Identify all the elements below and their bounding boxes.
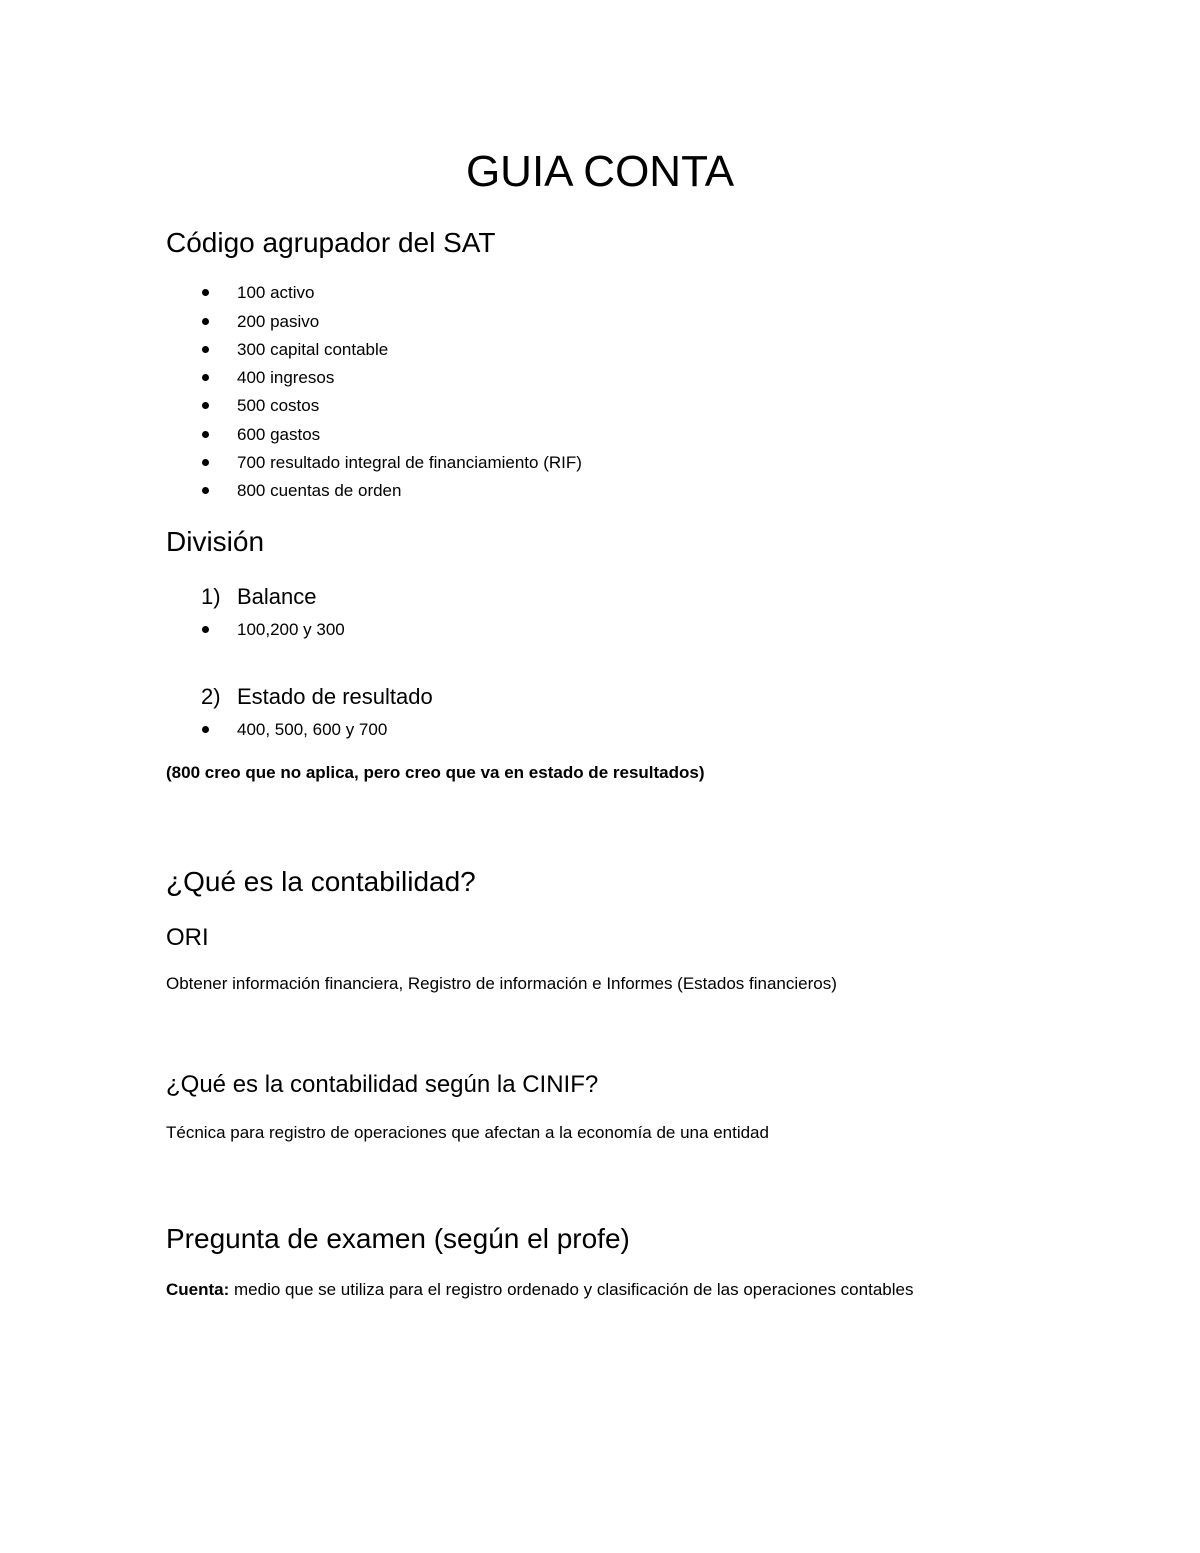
list-item: 800 cuentas de orden xyxy=(237,481,402,500)
list-item: 100,200 y 300 xyxy=(237,620,345,639)
list-item: 600 gastos xyxy=(237,425,321,444)
section-heading-division: División xyxy=(166,526,265,557)
bullet-icon xyxy=(202,346,209,353)
section-heading-que-es: ¿Qué es la contabilidad? xyxy=(166,866,476,897)
bullet-icon xyxy=(202,289,209,296)
subheading-balance: Balance xyxy=(237,584,317,609)
list-item: 700 resultado integral de financiamiento (RIF) xyxy=(237,453,582,472)
section-heading-examen: Pregunta de examen (según el profe) xyxy=(166,1223,630,1254)
subheading-estado: Estado de resultado xyxy=(237,684,433,709)
bullet-icon xyxy=(202,459,209,466)
definition-text: medio que se utiliza para el registro ordenado y clasificación de las operaciones contables xyxy=(229,1280,914,1299)
que-es-text: Obtener información financiera, Registro de información e Informes (Estados financieros) xyxy=(166,974,837,993)
term-cuenta: Cuenta: xyxy=(166,1280,230,1299)
list-item: 200 pasivo xyxy=(237,312,320,331)
subheading-ori: ORI xyxy=(166,924,209,951)
examen-definition xyxy=(166,1281,913,1298)
bullet-icon xyxy=(202,726,209,733)
division-note: (800 creo que no aplica, pero creo que va en estado de resultados) xyxy=(166,763,705,782)
list-item: 300 capital contable xyxy=(237,340,389,359)
section-heading-cinif: ¿Qué es la contabilidad según la CINIF? xyxy=(166,1071,599,1098)
numbered-label-2: 2) xyxy=(201,684,221,709)
cinif-text: Técnica para registro de operaciones que afectan a la economía de una entidad xyxy=(166,1123,769,1142)
bullet-icon xyxy=(202,402,209,409)
bullet-icon xyxy=(202,374,209,381)
document-title: GUIA CONTA xyxy=(465,147,735,196)
list-item: 100 activo xyxy=(237,283,315,302)
bullet-icon xyxy=(202,487,209,494)
list-item: 500 costos xyxy=(237,396,320,415)
bullet-icon xyxy=(202,626,209,633)
numbered-label-1: 1) xyxy=(201,584,221,609)
list-item: 400 ingresos xyxy=(237,368,335,387)
section-heading-sat: Código agrupador del SAT xyxy=(166,227,496,258)
bullet-icon xyxy=(202,431,209,438)
list-item: 400, 500, 600 y 700 xyxy=(237,720,388,739)
bullet-icon xyxy=(202,318,209,325)
